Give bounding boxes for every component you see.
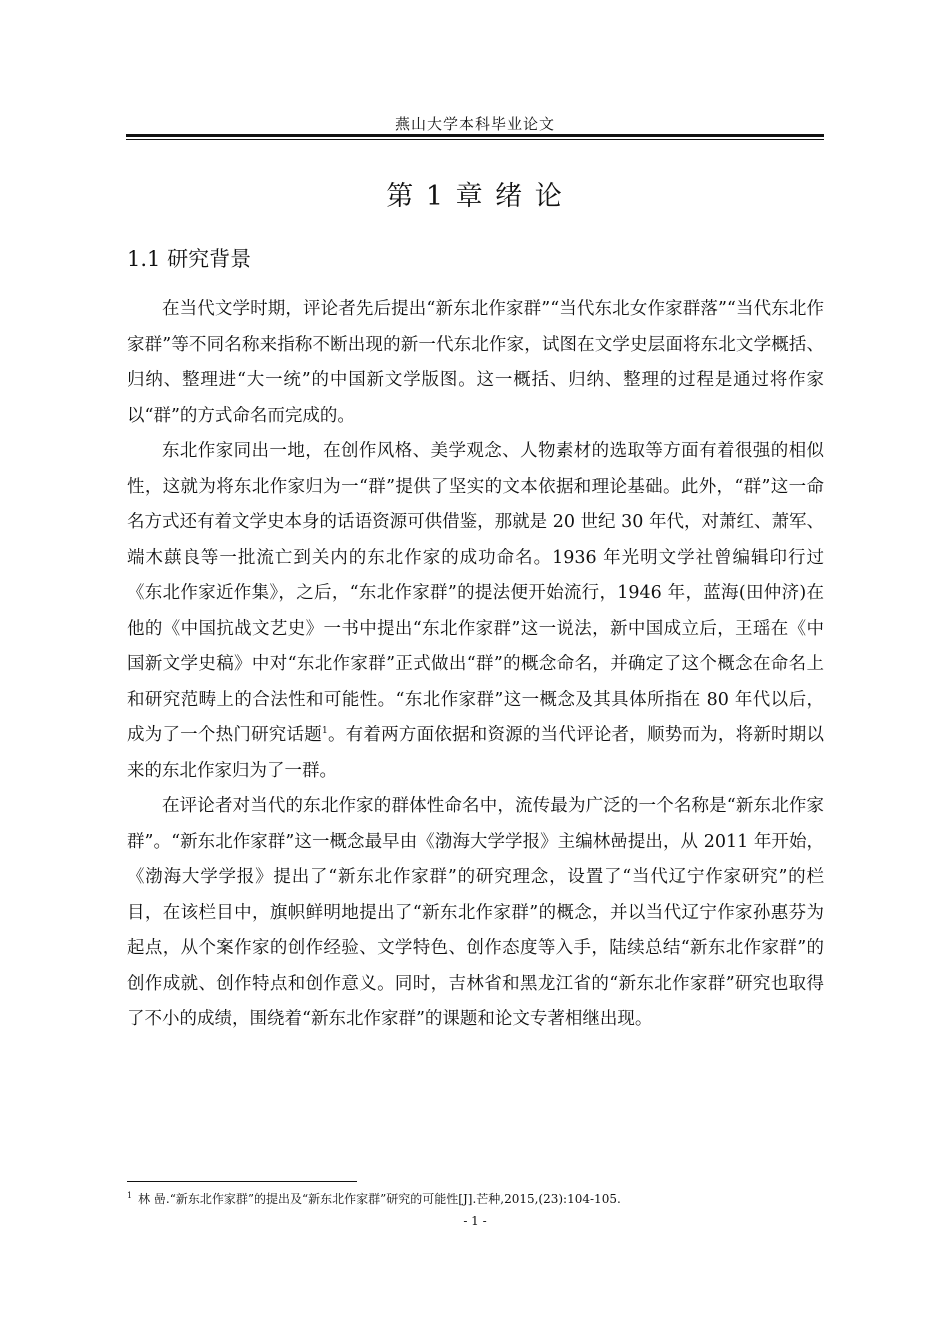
paragraph-1: 在当代文学时期，评论者先后提出“新东北作家群”“当代东北女作家群落”“当代东北作家群”等不同名称来指称不断出现的新一代东北作家，试图在文学史层面将东北文学概括、归纳、整理进“大一统”的中国新文学版图。这一概括、归纳、整理的过程是通过将作家以“群”的方式命名而完成的。 (127, 299, 824, 426)
header-rule-thick (126, 134, 824, 137)
running-header: 燕山大学本科毕业论文 (394, 115, 555, 133)
footnote-mark: 1 (127, 1191, 133, 1200)
footnote-separator (127, 1181, 357, 1182)
paragraph-3: 在评论者对当代的东北作家的群体性命名中，流传最为广泛的一个名称是“新东北作家群”。“新东北作家群”这一概念最早由《渤海大学学报》主编林喦提出，从 2011 年开始，《渤海大学学报》提出了“新东北作家群”的研究理念，设置了“当代辽宁作家研究”的栏目，在该栏目中，旗帜鲜明地提出了“新东北作家群”的概念，并以当代辽宁作家孙惠芬为起点，从个案作家的创作经验、文学特色、创作态度等入手，陆续总结“新东北作家群”的创作成就、创作特点和创作意义。同时，吉林省和黑龙江省的“新东北作家群”研究也取得了不小的成绩，围绕着“新东北作家群”的课题和论文专著相继出现。 (127, 796, 824, 1029)
footnote-ref[interactable]: 1 (321, 726, 328, 737)
chapter-title: 第 1 章 绪 论 (386, 181, 564, 212)
header-rule-thin (126, 139, 824, 140)
paragraph-2 (127, 434, 824, 789)
footnote-text: 林 喦.“新东北作家群”的提出及“新东北作家群”研究的可能性[J].芒种,2015,(23):104-105. (138, 1192, 621, 1206)
paragraph-2-part-1: 东北作家同出一地，在创作风格、美学观念、人物素材的选取等方面有着很强的相似性，这就为将东北作家归为一“群”提供了坚实的文本依据和理论基础。此外，“群”这一命名方式还有着文学史本身的话语资源可供借鉴，那就是 20 世纪 30 年代，对萧红、萧军、端木蕻良等一批流亡到关内的东北作家的成功命名。1936 年光明文学社曾编辑印行过《东北作家近作集》，之后，“东北作家群”的提法便开始流行，1946 年，蓝海(田仲济)在他的《中国抗战文艺史》一书中提出“东北作家群”这一说法，新中国成立后，王瑶在《中国新文学史稿》中对“东北作家群”正式做出“群”的概念命名，并确定了这个概念在命名上和研究范畴上的合法性和可能性。“东北作家群”这一概念及其具体所指在 80 年代以后，成为了一个热门研究话题 (127, 441, 824, 745)
body-text (127, 292, 824, 1038)
page-number: - 1 - (463, 1214, 487, 1228)
footnote (127, 1190, 824, 1207)
section-heading: 1.1 研究背景 (127, 247, 252, 271)
paragraph-2-part-2: 。有着两方面依据和资源的当代评论者，顺势而为，将新时期以来的东北作家归为了一群。 (127, 725, 825, 781)
